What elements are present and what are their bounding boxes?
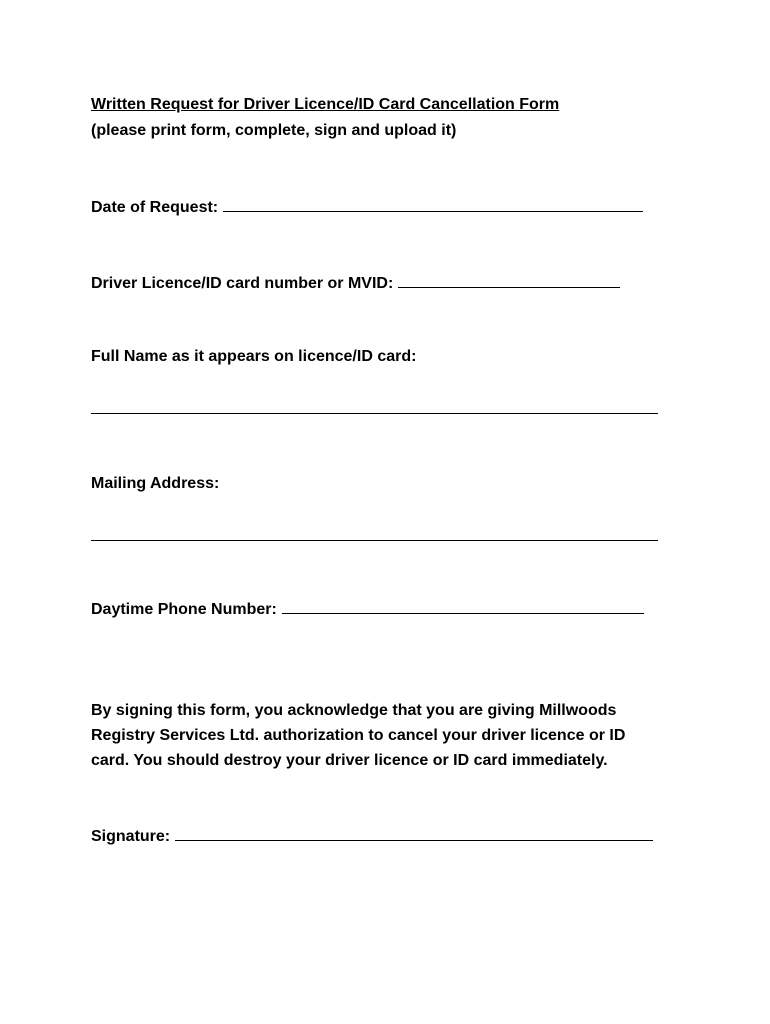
- licence-number-blank[interactable]: [398, 273, 620, 288]
- date-of-request-row: [91, 197, 643, 218]
- full-name-blank[interactable]: [91, 413, 658, 414]
- signature-row: [91, 826, 653, 847]
- signature-label: Signature:: [91, 828, 171, 845]
- date-of-request-label: Date of Request:: [91, 199, 219, 216]
- date-of-request-blank[interactable]: [223, 197, 643, 212]
- full-name-label: Full Name as it appears on licence/ID card:: [91, 348, 417, 365]
- signature-blank[interactable]: [175, 826, 653, 841]
- mailing-address-blank[interactable]: [91, 540, 658, 541]
- form-subtitle: (please print form, complete, sign and upload it): [91, 122, 457, 139]
- licence-number-row: [91, 273, 620, 294]
- licence-number-label: Driver Licence/ID card number or MVID:: [91, 275, 394, 292]
- daytime-phone-blank[interactable]: [282, 599, 644, 614]
- daytime-phone-label: Daytime Phone Number:: [91, 601, 277, 618]
- acknowledgement-line-2: Registry Services Ltd. authorization to cancel your driver licence or ID: [91, 727, 626, 744]
- daytime-phone-row: [91, 599, 644, 620]
- form-title: Written Request for Driver Licence/ID Card Cancellation Form: [91, 96, 560, 113]
- acknowledgement-line-1: By signing this form, you acknowledge that you are giving Millwoods: [91, 702, 617, 719]
- acknowledgement-line-3: card. You should destroy your driver licence or ID card immediately.: [91, 752, 608, 769]
- acknowledgement-paragraph: [91, 698, 691, 773]
- mailing-address-label: Mailing Address:: [91, 475, 220, 492]
